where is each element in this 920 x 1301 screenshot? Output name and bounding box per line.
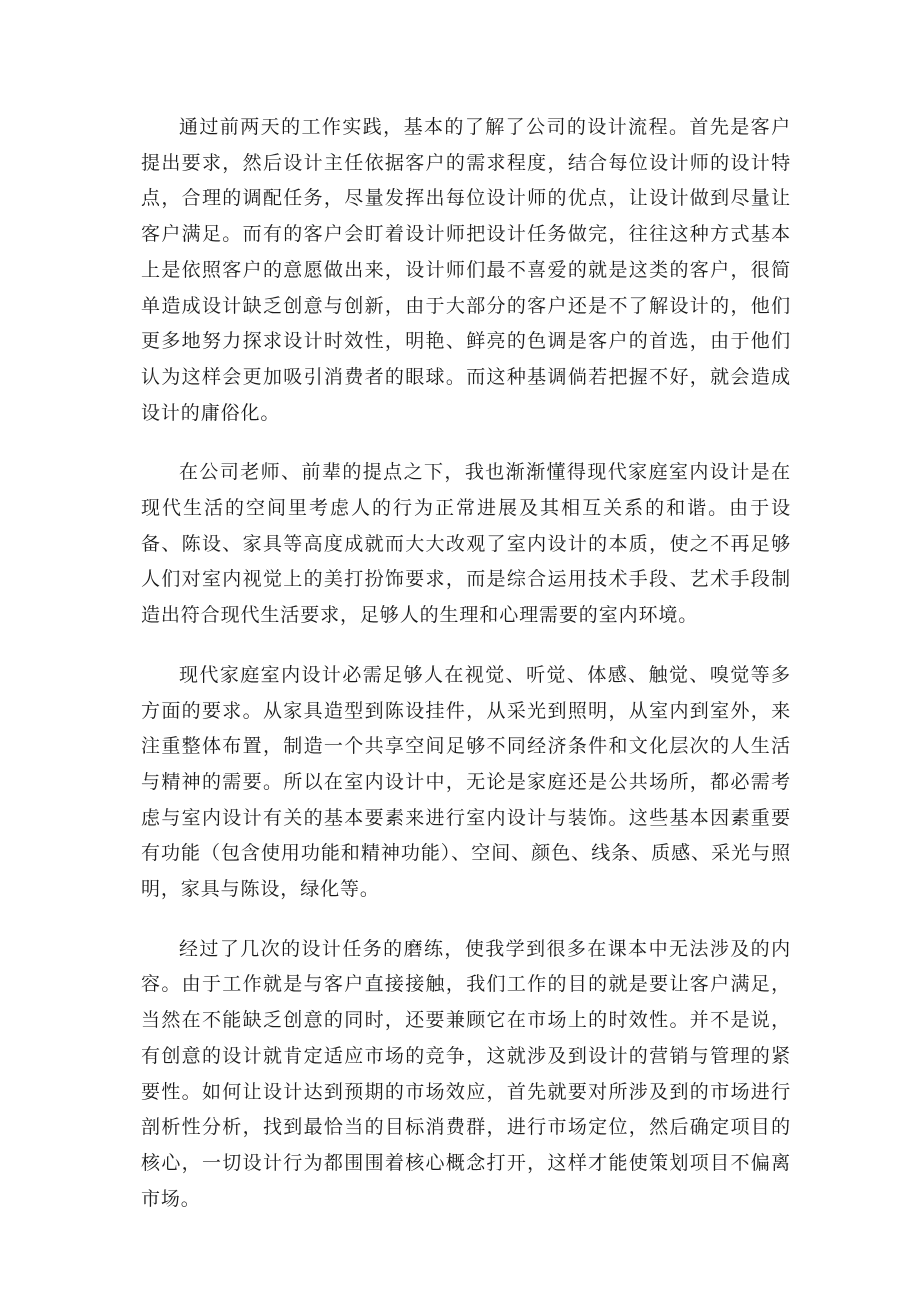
paragraph-1: 通过前两天的工作实践，基本的了解了公司的设计流程。首先是客户提出要求，然后设计主任依据客户的需求程度，结合每位设计师的设计特点，合理的调配任务，尽量发挥出每位设计师的优点，让设计做到尽量让客户满足。而有的客户会盯着设计师把设计任务做完，往往这种方式基本上是依照客户的意愿做出来，设计师们最不喜爱的就是这类的客户，很简单造成设计缺乏创意与创新，由于大部分的客户还是不了解设计的，他们更多地努力探求设计时效性，明艳、鲜亮的色调是客户的首选，由于他们认为这样会更加吸引消费者的眼球。而这种基调倘若把握不好，就会造成设计的庸俗化。 (141, 116, 791, 424)
paragraph-3: 现代家庭室内设计必需足够人在视觉、听觉、体感、触觉、嗅觉等多方面的要求。从家具造型到陈设挂件，从采光到照明，从室内到室外，来注重整体布置，制造一个共享空间足够不同经济条件和文化层次的人生活与精神的需要。所以在室内设计中，无论是家庭还是公共场所，都必需考虑与室内设计有关的基本要素来进行室内设计与装饰。这些基本因素重要有功能（包含使用功能和精神功能）、空间、颜色、线条、质感、采光与照明，家具与陈设，绿化等。 (141, 663, 791, 901)
document-body (141, 110, 791, 1241)
paragraph-4: 经过了几次的设计任务的磨练，使我学到很多在课本中无法涉及的内容。由于工作就是与客户直接接触，我们工作的目的就是要让客户满足，当然在不能缺乏创意的同时，还要兼顾它在市场上的时效性。并不是说，有创意的设计就肯定适应市场的竞争，这就涉及到设计的营销与管理的紧要性。如何让设计达到预期的市场效应，首先就要对所涉及到的市场进行剖析性分析，找到最恰当的目标消费群，进行市场定位，然后确定项目的核心，一切设计行为都围围着核心概念打开，这样才能使策划项目不偏离市场。 (141, 937, 791, 1210)
paragraph-2: 在公司老师、前辈的提点之下，我也渐渐懂得现代家庭室内设计是在现代生活的空间里考虑人的行为正常进展及其相互关系的和谐。由于设备、陈设、家具等高度成就而大大改观了室内设计的本质，使之不再足够人们对室内视觉上的美打扮饰要求，而是综合运用技术手段、艺术手段制造出符合现代生活要求，足够人的生理和心理需要的室内环境。 (141, 461, 791, 627)
